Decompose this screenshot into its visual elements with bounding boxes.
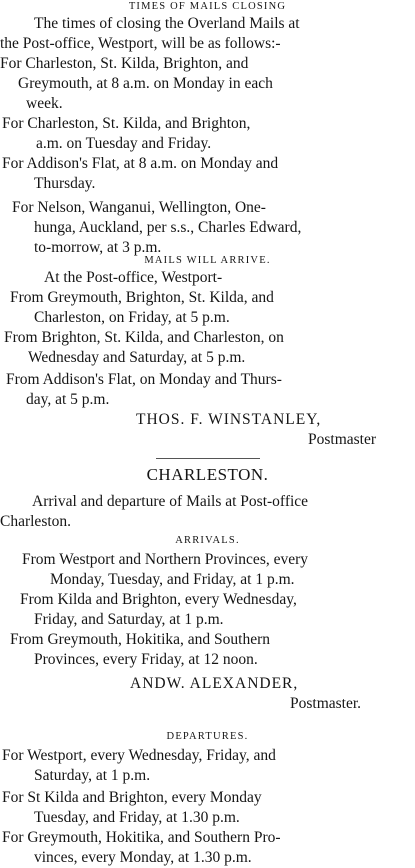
arrivals-line: Provinces, every Friday, at 12 noon. [34,651,258,668]
arrive-line: From Addison's Flat, on Monday and Thurs- [6,371,282,388]
closing-line: Thursday. [34,175,96,192]
closing-line: to-morrow, at 3 p.m. [34,239,162,256]
arrivals-line: From Greymouth, Hokitika, and Southern [10,631,271,648]
departures-line: Saturday, at 1 p.m. [34,767,151,784]
closing-heading: TIMES OF MAILS CLOSING [128,1,287,12]
arrivals-line: From Westport and Northern Provinces, every [22,551,309,568]
closing-line: The times of closing the Overland Mails at [34,15,300,32]
arrivals-line: Monday, Tuesday, and Friday, at 1 p.m. [50,571,295,588]
closing-line: For Nelson, Wanganui, Wellington, One- [12,199,266,216]
closing-line: For Charleston, St. Kilda, Brighton, and [0,55,249,72]
closing-line: a.m. on Tuesday and Friday. [36,135,212,152]
signature-title: Postmaster [308,431,377,448]
departures-line: For Greymouth, Hokitika, and Southern Pro- [2,829,281,846]
signature-title: Postmaster. [290,695,362,712]
departures-line: vinces, every Monday, at 1.30 p.m. [34,849,252,866]
arrive-line: From Greymouth, Brighton, St. Kilda, and [10,289,274,306]
closing-line: week. [26,95,63,112]
arrive-line: Charleston, on Friday, at 5 p.m. [34,309,230,326]
arrive-line: day, at 5 p.m. [26,391,110,408]
departures-line: Tuesday, and Friday, at 1.30 p.m. [34,809,240,826]
arrivals-line: From Kilda and Brighton, every Wednesday, [20,591,297,608]
divider-rule [156,458,260,459]
arrivals-heading: ARRIVALS. [175,535,240,546]
arrive-line: From Brighton, St. Kilda, and Charleston, on [4,329,284,346]
closing-line: the Post-office, Westport, will be as follows:- [0,35,281,52]
arrive-line: Wednesday and Saturday, at 5 p.m. [28,349,246,366]
closing-line: For Charleston, St. Kilda, and Brighton, [2,115,251,132]
closing-line: For Addison's Flat, at 8 a.m. on Monday and [2,155,279,172]
charleston-title: CHARLESTON. [146,465,269,484]
signature-name: THOS. F. WINSTANLEY, [136,411,322,428]
arrive-line: At the Post-office, Westport- [44,269,223,286]
arrive-heading: MAILS WILL ARRIVE. [144,255,271,266]
departures-line: For St Kilda and Brighton, every Monday [2,789,262,806]
departures-line: For Westport, every Wednesday, Friday, and [2,747,276,764]
arrivals-line: Friday, and Saturday, at 1 p.m. [34,611,224,628]
closing-line: hunga, Auckland, per s.s., Charles Edward, [34,219,302,236]
charleston-intro-line: Arrival and departure of Mails at Post-office [32,493,309,510]
closing-line: Greymouth, at 8 a.m. on Monday in each [18,75,273,92]
departures-heading: DEPARTURES. [166,731,249,742]
charleston-intro-line: Charleston. [0,513,72,530]
signature-name: ANDW. ALEXANDER, [130,675,299,692]
